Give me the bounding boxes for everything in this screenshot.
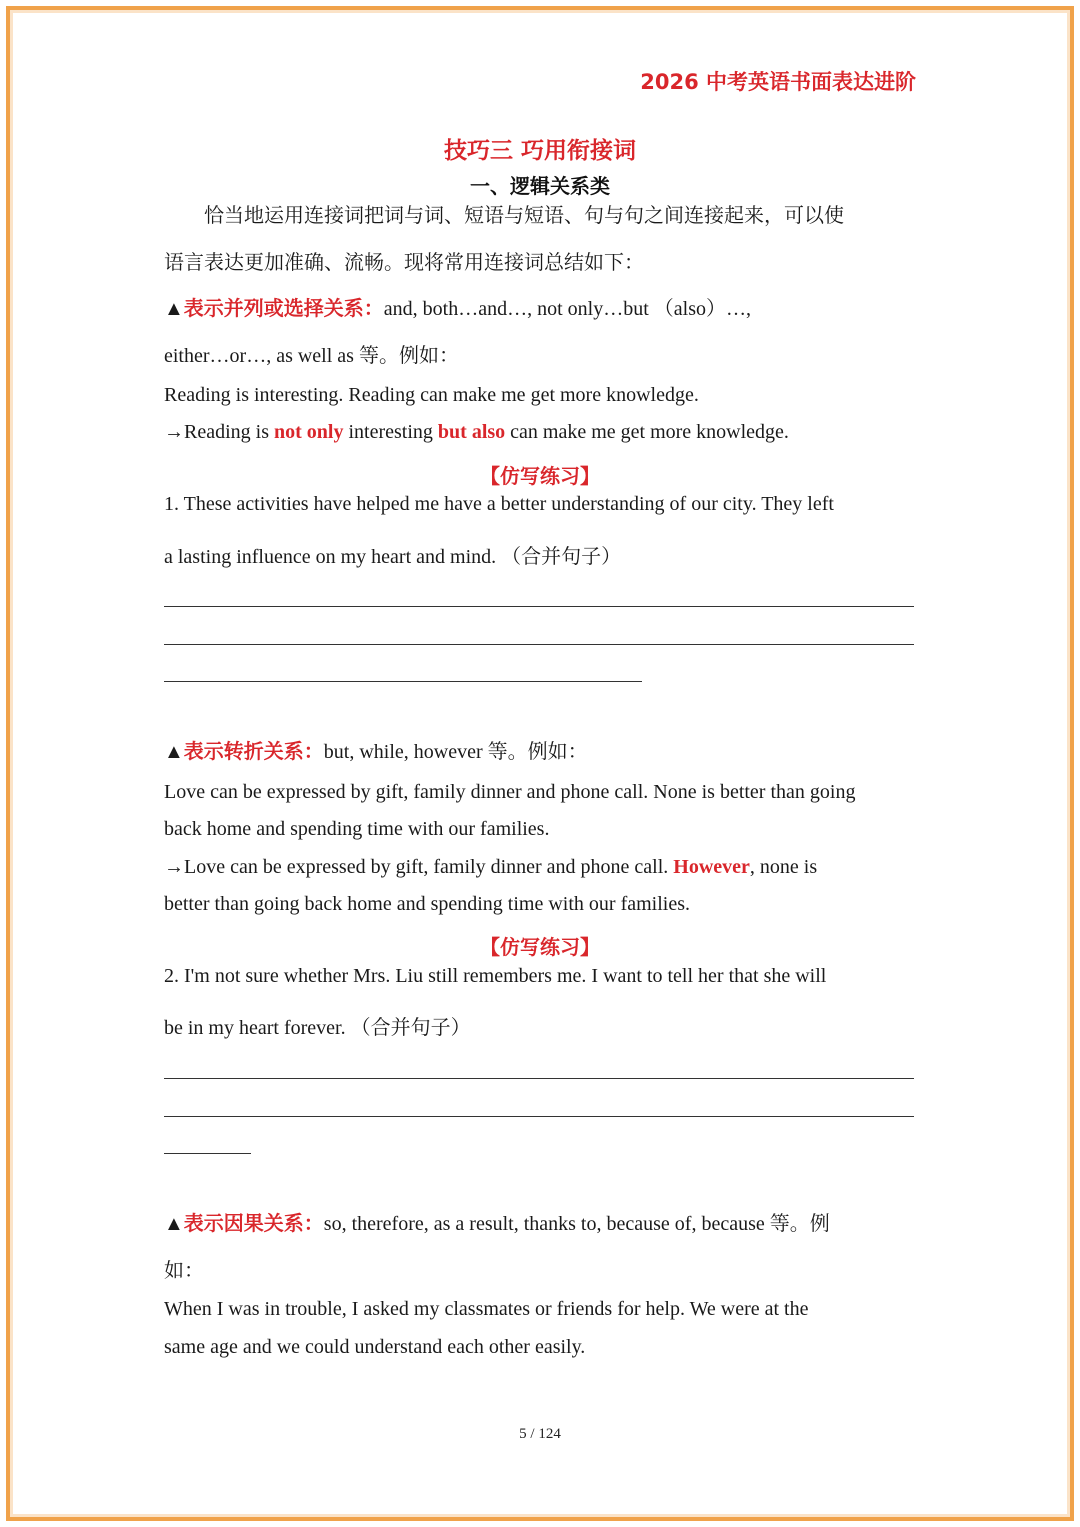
triangle-marker-icon: ▲ (164, 1213, 184, 1235)
page-number: 5 / 124 (519, 1426, 561, 1442)
keyword-however: However (673, 856, 750, 878)
section-2-heading: 表示转折关系： (183, 739, 324, 763)
triangle-marker-icon: ▲ (164, 741, 184, 763)
section-subtitle: 一、逻辑关系类 (470, 174, 610, 198)
page-title: 技巧三 巧用衔接词 (443, 138, 636, 164)
section-2-example-line-2: back home and spending time with our families. (164, 818, 550, 840)
exercise-1-line-2: a lasting influence on my heart and mind. （合并句子） (164, 544, 622, 568)
intro-line-1: 恰当地运用连接词把词与词、短语与短语、句与句之间连接起来，可以使 (204, 203, 844, 227)
exercise-2-line-2: be in my heart forever. （合并句子） (164, 1015, 471, 1039)
section-2-rewrite: →Love can be expressed by gift, family dinner and phone call. However, none is (164, 856, 818, 878)
keyword-not-only: not only (274, 421, 344, 443)
answer-line[interactable] (164, 1078, 914, 1079)
answer-line[interactable] (164, 681, 642, 682)
section-3-heading: 表示因果关系： (183, 1211, 324, 1235)
section-1-words-line-2: either…or…, as well as 等。例如： (164, 343, 459, 367)
answer-line[interactable] (164, 1153, 251, 1154)
intro-line-2: 语言表达更加准确、流畅。现将常用连接词总结如下： (164, 250, 644, 274)
section-3-words-line-2: 如： (164, 1258, 204, 1282)
answer-line[interactable] (164, 1116, 914, 1117)
exercise-1-line-1: 1. These activities have helped me have a better understanding of our city. They left (164, 493, 834, 515)
section-3-example-line-1: When I was in trouble, I asked my classmates or friends for help. We were at the (164, 1298, 809, 1320)
keyword-but-also: but also (437, 421, 506, 443)
practice-label-1: 【仿写练习】 (480, 464, 600, 488)
triangle-marker-icon: ▲ (164, 298, 184, 320)
section-2-heading-line: ▲表示转折关系：but, while, however 等。例如： (164, 739, 588, 763)
section-2-example-line-1: Love can be expressed by gift, family dinner and phone call. None is better than going (164, 781, 856, 803)
section-1-heading-line (164, 292, 751, 321)
section-3-example-line-2: same age and we could understand each other easily. (164, 1336, 586, 1358)
exercise-2-line-1: 2. I'm not sure whether Mrs. Liu still remembers me. I want to tell her that she will (164, 965, 827, 987)
section-1-example: Reading is interesting. Reading can make me get more knowledge. (164, 384, 699, 406)
section-1-words: and, both…and…, not only…but （also）…, (383, 298, 751, 320)
section-1-heading: 表示并列或选择关系： (183, 296, 384, 320)
section-2-rewrite-line-2: better than going back home and spending time with our families. (164, 893, 690, 915)
answer-line[interactable] (164, 644, 914, 645)
practice-label-2: 【仿写练习】 (480, 935, 600, 959)
header-title: 2026 中考英语书面表达进阶 (640, 70, 916, 94)
answer-line[interactable] (164, 606, 914, 607)
section-1-rewrite: →Reading is not only interesting but also can make me get more knowledge. (164, 421, 789, 443)
section-3-heading-line: ▲表示因果关系：so, therefore, as a result, thanks to, because of, because 等。例 (164, 1211, 830, 1235)
